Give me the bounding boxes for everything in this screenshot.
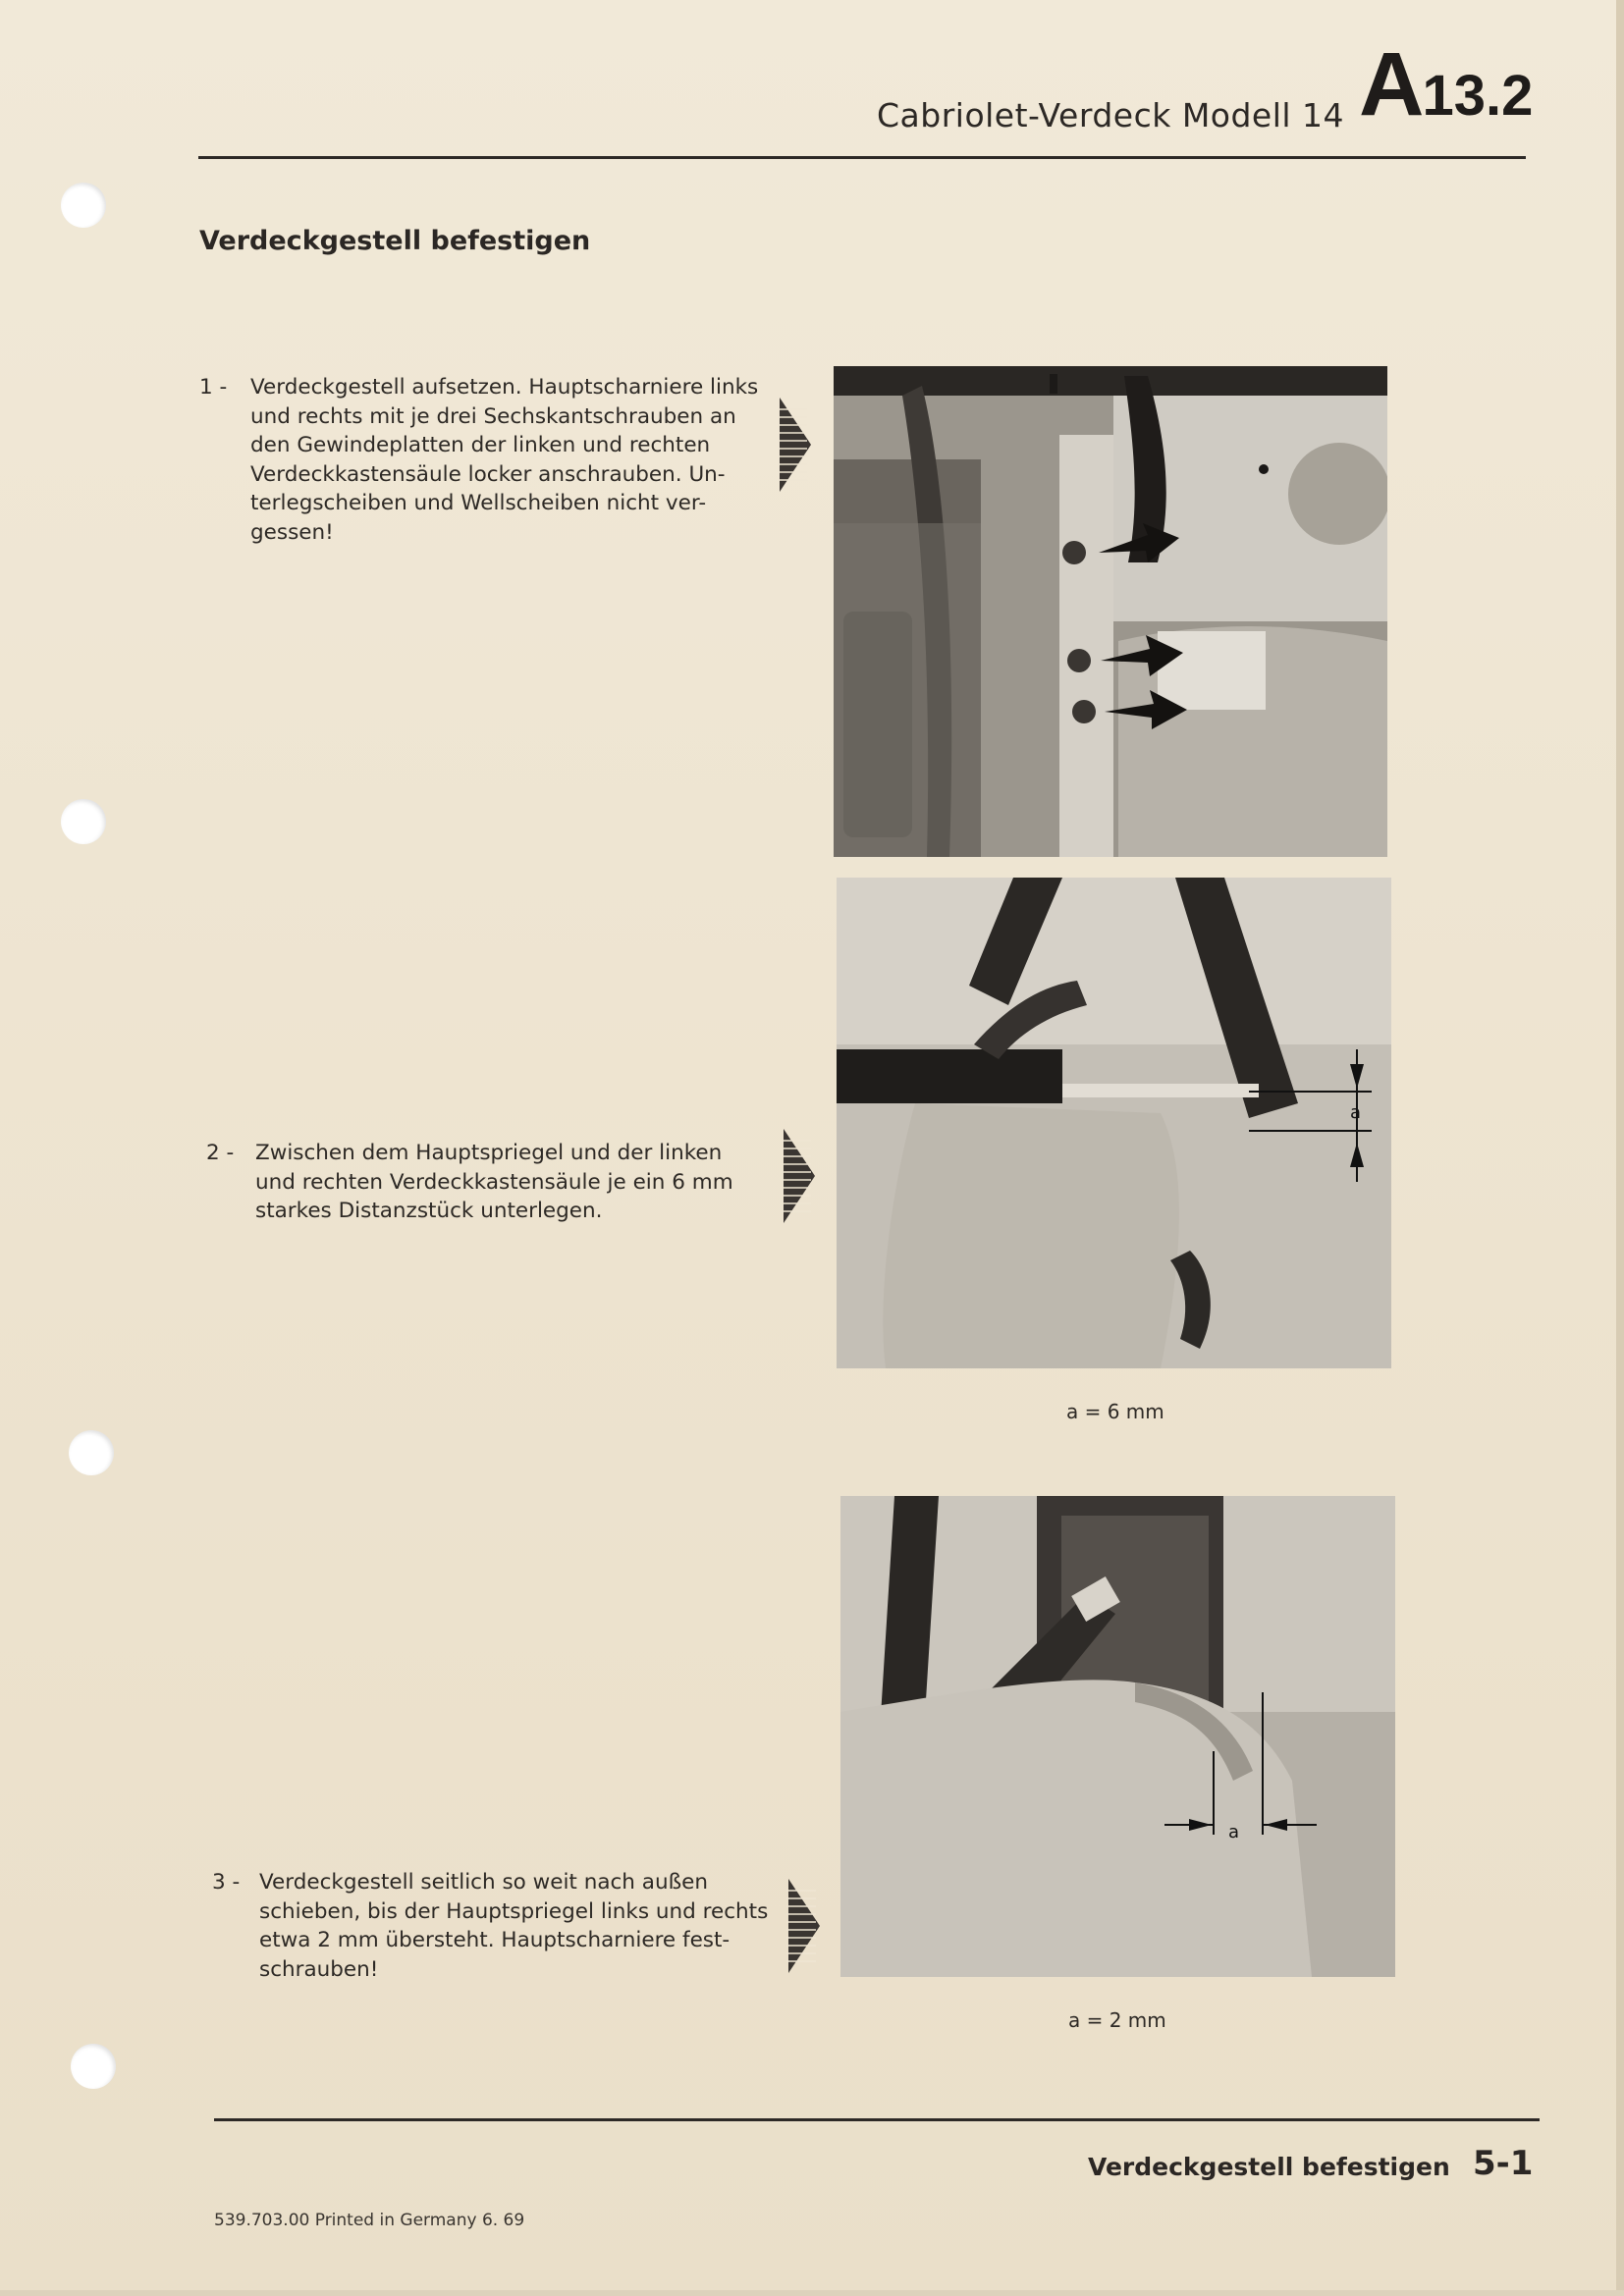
figure-2-marker: a [1350, 1102, 1362, 1123]
step-text-line: Verdeckgestell seitlich so weit nach außen [259, 1870, 708, 1895]
section-title: Verdeckgestell befestigen [199, 226, 591, 256]
step-text [250, 373, 763, 547]
figure-3-marker: a [1228, 1822, 1240, 1842]
section-code-letter: A [1359, 34, 1423, 134]
figure-3-photo [840, 1496, 1395, 1977]
step-text-line: gessen! [250, 519, 334, 545]
footer-rule [214, 2118, 1540, 2121]
footer-title: Verdeckgestell befestigen [1088, 2153, 1450, 2181]
step-text-line: und rechten Verdeckkastensäule je ein 6 mm [255, 1169, 733, 1195]
figure-3-caption: a = 2 mm [1068, 2008, 1166, 2032]
step-text-line: Verdeckgestell aufsetzen. Hauptscharniere links [250, 375, 759, 400]
page-edge-shadow [1616, 0, 1624, 2296]
step-text-line: den Gewindeplatten der linken und rechten [250, 433, 711, 457]
step-text-line: etwa 2 mm übersteht. Hauptscharniere fest- [259, 1928, 731, 1952]
figure-2-photo [837, 878, 1391, 1368]
figure-pointer-icon [778, 396, 813, 494]
step-number: 1 - [199, 375, 228, 400]
punch-hole [69, 1430, 114, 1475]
page-number: 5-1 [1473, 2144, 1534, 2183]
page-edge-shadow-bottom [0, 2290, 1624, 2296]
step-text-line: Verdeckkastensäule locker anschrauben. Un- [250, 461, 726, 487]
step-text-line: Zwischen dem Hauptspriegel und der linken [255, 1141, 723, 1165]
step-text-line: und rechts mit je drei Sechskantschrauben an [250, 403, 736, 429]
figure-pointer-icon [782, 1127, 817, 1225]
step-number: 3 - [212, 1870, 241, 1895]
punch-hole [61, 799, 106, 844]
header-rule [198, 156, 1526, 159]
step-text [255, 1139, 765, 1226]
section-code-number: 13.2 [1422, 64, 1534, 128]
step-number: 2 - [206, 1141, 235, 1165]
punch-hole [61, 183, 106, 228]
step-text [259, 1868, 771, 1984]
figure-pointer-icon [786, 1877, 822, 1975]
step-text-line: starkes Distanzstück unterlegen. [255, 1199, 603, 1223]
header-title: Cabriolet-Verdeck Modell 14 [877, 96, 1345, 134]
step-text-line: schrauben! [259, 1956, 379, 1982]
imprint: 539.703.00 Printed in Germany 6. 69 [214, 2211, 525, 2230]
step-2 [206, 1139, 766, 1232]
step-text-line: schieben, bis der Hauptspriegel links und rechts [259, 1898, 769, 1924]
figure-2-caption: a = 6 mm [1066, 1400, 1164, 1423]
figure-1-photo [834, 366, 1387, 857]
punch-hole [71, 2044, 116, 2089]
section-code [1359, 34, 1534, 134]
step-text-line: terlegscheiben und Wellscheiben nicht ver- [250, 491, 707, 515]
step-3 [212, 1868, 772, 1991]
step-1 [199, 373, 764, 550]
